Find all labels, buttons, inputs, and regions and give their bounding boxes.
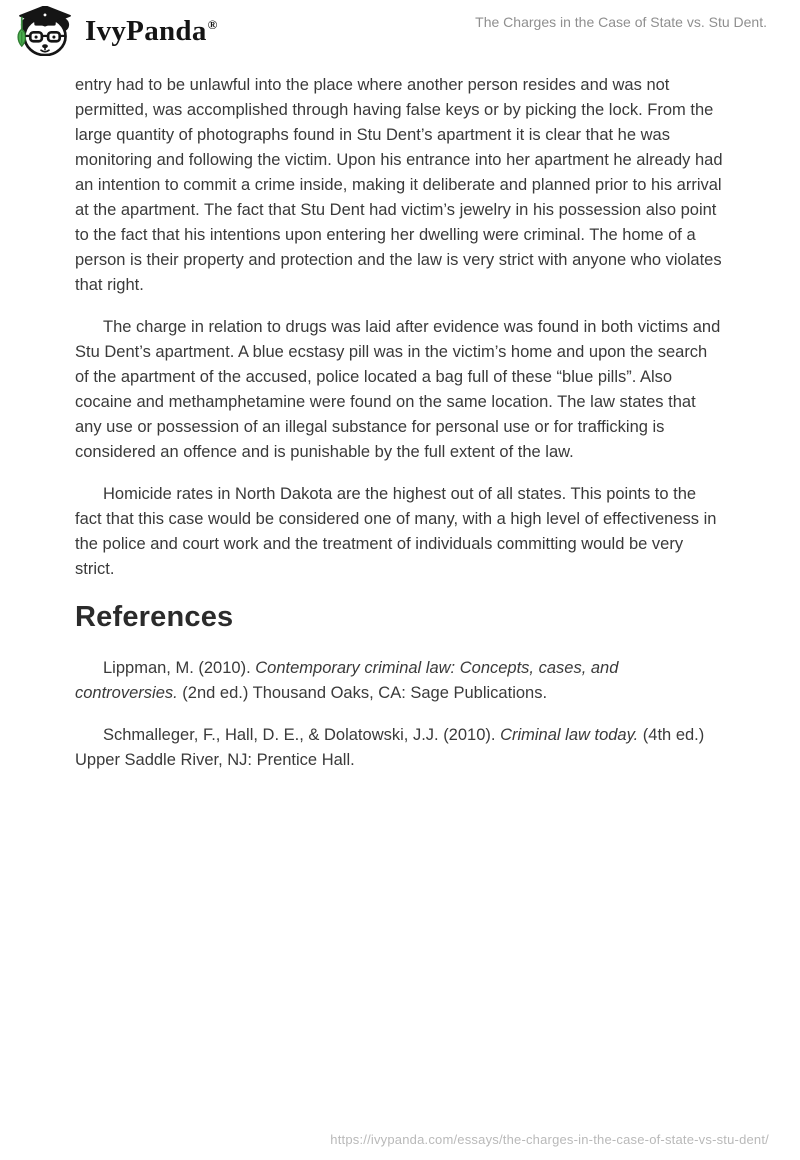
reference-authors: Lippman, M. (2010). xyxy=(103,659,256,677)
reference-publisher: (2nd ed.) Thousand Oaks, CA: Sage Publications. xyxy=(177,684,548,702)
essay-paragraph: entry had to be unlawful into the place where another person resides and was not permitted, was accomplished through having false keys or by picking the lock. From the large quantity of photographs found in Stu Dent’s apartment it is clear that he was monitoring and following the victim. Upon his entrance into her apartment he already had an intention to commit a crime inside, making it deliberate and planned prior to his arrival at the apartment. The fact that Stu Dent had victim’s jewelry in his possession also point to the fact that his intentions upon entering her dwelling were criminal. The home of a person is their property and protection and the law is very strict with anyone who violates that right. xyxy=(75,76,723,294)
reference-title: Criminal law today. xyxy=(500,726,639,744)
reference-authors: Schmalleger, F., Hall, D. E., & Dolatowski, J.J. (2010). xyxy=(103,726,501,744)
brand-name-text: IvyPanda xyxy=(85,15,207,47)
reference-item xyxy=(75,656,725,706)
document-title: The Charges in the Case of State vs. Stu Dent. xyxy=(475,14,767,30)
essay-body xyxy=(75,63,725,790)
references-heading: References xyxy=(75,601,234,633)
essay-paragraph: Homicide rates in North Dakota are the highest out of all states. This points to the fact that this case would be considered one of many, with a high level of effectiveness in the police and court work and the treatment of individuals committing would be very strict. xyxy=(75,485,717,578)
page-header xyxy=(0,0,800,56)
ivypanda-brand xyxy=(14,6,216,56)
brand-name xyxy=(85,6,216,56)
source-url: https://ivypanda.com/essays/the-charges-in-the-case-of-state-vs-stu-dent/ xyxy=(330,1132,769,1147)
reference-item xyxy=(75,723,725,773)
reference-publisher: (4th ed.) Upper Saddle River, NJ: Prentice Hall. xyxy=(75,726,705,769)
panda-graduate-icon xyxy=(14,6,76,56)
reference-title: Contemporary criminal law: Concepts, cases, and controversies. xyxy=(75,659,619,702)
registered-mark: ® xyxy=(207,17,218,32)
essay-paragraph: The charge in relation to drugs was laid after evidence was found in both victims and Stu Dent’s apartment. A blue ecstasy pill was in the victim’s home and upon the search of the apartment of the accused, police located a bag full of these “blue pills”. Also cocaine and methamphetamine were found on the same location. The law states that any use or possession of an illegal substance for personal use or for trafficking is considered an offence and is punishable by the full extent of the law. xyxy=(75,318,721,461)
